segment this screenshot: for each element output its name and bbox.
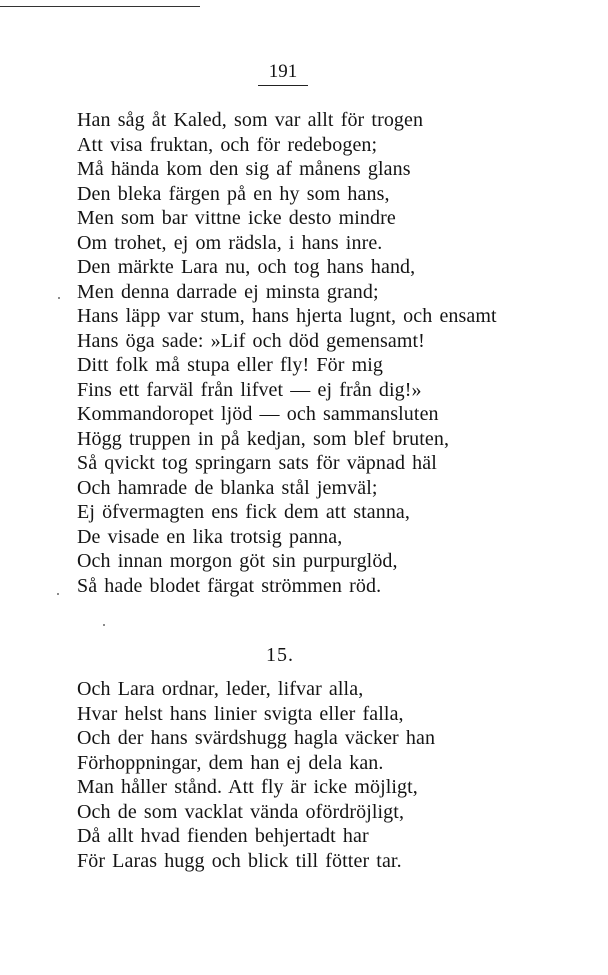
verse-line: Och de som vacklat vända ofördröjligt, [77, 800, 405, 823]
section-number: 15. [266, 644, 294, 666]
verse-line: Om trohet, ej om rädsla, i hans inre. [77, 231, 383, 254]
verse-line: De visade en lika trotsig panna, [77, 525, 343, 548]
verse-line: Kommandoropet ljöd — och sammansluten [77, 403, 439, 425]
stanza-2 [77, 677, 435, 873]
top-edge-rule [0, 6, 200, 7]
verse-line: Hvar helst hans linier svigta eller falla, [77, 702, 404, 725]
verse-line: Så qvickt tog springarn sats för väpnad häl [77, 452, 437, 474]
verse-line: Fins ett farväl från lifvet — ej från dig!» [77, 378, 422, 401]
print-speck [58, 297, 60, 299]
verse-line: Förhoppningar, dem han ej dela kan. [77, 751, 384, 774]
verse-line: Ej öfvermagten ens fick dem att stanna, [77, 501, 411, 523]
verse-line: Och innan morgon göt sin purpurglöd, [77, 550, 398, 572]
verse-line: Så hade blodet färgat strömmen röd. [77, 574, 382, 597]
verse-line: Han såg åt Kaled, som var allt för trogen [77, 109, 424, 131]
verse-line: Hans läpp var stum, hans hjerta lugnt, och ensamt [77, 305, 497, 327]
verse-line: Hans öga sade: »Lif och död gemensamt! [77, 329, 425, 352]
verse-line: Den bleka färgen på en hy som hans, [77, 182, 390, 205]
verse-line: Ditt folk må stupa eller fly! För mig [77, 354, 383, 376]
verse-line: Man håller stånd. Att fly är icke möjligt, [77, 776, 418, 798]
verse-line: Att visa fruktan, och för redebogen; [77, 133, 378, 156]
print-speck [103, 624, 105, 626]
verse-line: Och hamrade de blanka stål jemväl; [77, 476, 378, 499]
page-number: 191 [258, 60, 308, 86]
verse-line: Och Lara ordnar, leder, lifvar alla, [77, 678, 364, 700]
verse-line: Men som bar vittne icke desto mindre [77, 207, 396, 229]
verse-line: För Laras hugg och blick till fötter tar. [77, 849, 402, 872]
verse-line: Högg truppen in på kedjan, som blef bruten, [77, 427, 450, 450]
stanza-1 [77, 108, 497, 598]
verse-line: Då allt hvad fienden behjertadt har [77, 825, 369, 847]
verse-line: Den märkte Lara nu, och tog hans hand, [77, 256, 416, 278]
verse-line: Må hända kom den sig af månens glans [77, 158, 411, 180]
print-speck [57, 593, 59, 595]
verse-line: Men denna darrade ej minsta grand; [77, 280, 379, 303]
verse-line: Och der hans svärdshugg hagla väcker han [77, 727, 436, 749]
